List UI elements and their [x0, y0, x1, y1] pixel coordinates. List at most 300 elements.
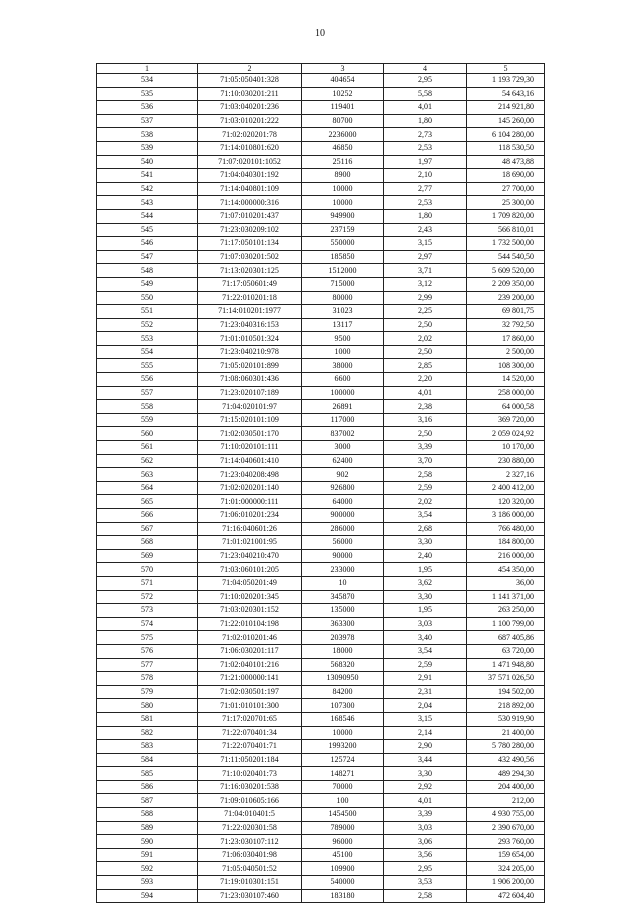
- cadastral-number-cell: 71:09:010605:166: [198, 794, 302, 808]
- area-cell: 837002: [302, 427, 384, 441]
- rate-cell: 2,38: [384, 400, 467, 414]
- area-cell: 6600: [302, 373, 384, 387]
- table-row: [97, 604, 545, 618]
- row-number-cell: 563: [97, 468, 198, 482]
- row-number-cell: 536: [97, 101, 198, 115]
- row-number-cell: 557: [97, 386, 198, 400]
- table-row: [97, 345, 545, 359]
- row-number-cell: 564: [97, 481, 198, 495]
- table-row: [97, 155, 545, 169]
- value-cell: 64 000,58: [467, 400, 545, 414]
- rate-cell: 3,30: [384, 590, 467, 604]
- area-cell: 100: [302, 794, 384, 808]
- rate-cell: 2,53: [384, 196, 467, 210]
- cadastral-number-cell: 71:22:020301:58: [198, 821, 302, 835]
- value-cell: 1 193 729,30: [467, 74, 545, 88]
- table-row: [97, 889, 545, 903]
- cadastral-number-cell: 71:15:020101:109: [198, 413, 302, 427]
- value-cell: 25 300,00: [467, 196, 545, 210]
- area-cell: 10: [302, 576, 384, 590]
- value-cell: 4 930 755,00: [467, 808, 545, 822]
- table-row: [97, 318, 545, 332]
- value-cell: 145 260,00: [467, 114, 545, 128]
- column-header: 2: [198, 64, 302, 74]
- value-cell: 194 502,00: [467, 685, 545, 699]
- table-row: [97, 400, 545, 414]
- cadastral-number-cell: 71:23:030107:460: [198, 889, 302, 903]
- row-number-cell: 548: [97, 264, 198, 278]
- cadastral-number-cell: 71:07:010201:437: [198, 209, 302, 223]
- row-number-cell: 589: [97, 821, 198, 835]
- row-number-cell: 583: [97, 740, 198, 754]
- table-row: [97, 373, 545, 387]
- area-cell: 26891: [302, 400, 384, 414]
- cadastral-number-cell: 71:10:020101:111: [198, 441, 302, 455]
- value-cell: 218 892,00: [467, 699, 545, 713]
- row-number-cell: 539: [97, 141, 198, 155]
- area-cell: 3000: [302, 441, 384, 455]
- row-number-cell: 544: [97, 209, 198, 223]
- cadastral-number-cell: 71:05:050401:328: [198, 74, 302, 88]
- rate-cell: 2,25: [384, 305, 467, 319]
- value-cell: 369 720,00: [467, 413, 545, 427]
- value-cell: 159 654,00: [467, 848, 545, 862]
- row-number-cell: 591: [97, 848, 198, 862]
- cadastral-number-cell: 71:02:040101:216: [198, 658, 302, 672]
- row-number-cell: 577: [97, 658, 198, 672]
- table-row: [97, 359, 545, 373]
- value-cell: 432 490,56: [467, 753, 545, 767]
- cadastral-number-cell: 71:23:040208:498: [198, 468, 302, 482]
- row-number-cell: 561: [97, 441, 198, 455]
- row-number-cell: 571: [97, 576, 198, 590]
- table-row: [97, 876, 545, 890]
- value-cell: 17 860,00: [467, 332, 545, 346]
- table-row: [97, 441, 545, 455]
- area-cell: 185850: [302, 250, 384, 264]
- rate-cell: 2,95: [384, 74, 467, 88]
- area-cell: 56000: [302, 536, 384, 550]
- table-row: [97, 658, 545, 672]
- rate-cell: 2,04: [384, 699, 467, 713]
- area-cell: 9500: [302, 332, 384, 346]
- area-cell: 1454500: [302, 808, 384, 822]
- cadastral-number-cell: 71:04:010401:5: [198, 808, 302, 822]
- cadastral-number-cell: 71:06:010201:234: [198, 509, 302, 523]
- row-number-cell: 581: [97, 712, 198, 726]
- rate-cell: 4,01: [384, 101, 467, 115]
- area-cell: 84200: [302, 685, 384, 699]
- rate-cell: 2,50: [384, 318, 467, 332]
- area-cell: 80700: [302, 114, 384, 128]
- table-row: [97, 223, 545, 237]
- area-cell: 345870: [302, 590, 384, 604]
- row-number-cell: 535: [97, 87, 198, 101]
- value-cell: 118 530,50: [467, 141, 545, 155]
- rate-cell: 3,15: [384, 237, 467, 251]
- cadastral-number-cell: 71:23:040210:978: [198, 345, 302, 359]
- table-row: [97, 87, 545, 101]
- value-cell: 212,00: [467, 794, 545, 808]
- row-number-cell: 580: [97, 699, 198, 713]
- area-cell: 540000: [302, 876, 384, 890]
- area-cell: 64000: [302, 495, 384, 509]
- rate-cell: 2,58: [384, 889, 467, 903]
- value-cell: 37 571 026,50: [467, 672, 545, 686]
- area-cell: 203978: [302, 631, 384, 645]
- table-row: [97, 862, 545, 876]
- row-number-cell: 573: [97, 604, 198, 618]
- row-number-cell: 584: [97, 753, 198, 767]
- area-cell: 38000: [302, 359, 384, 373]
- cadastral-number-cell: 71:03:060101:205: [198, 563, 302, 577]
- rate-cell: 3,54: [384, 644, 467, 658]
- rate-cell: 2,31: [384, 685, 467, 699]
- value-cell: 54 643,16: [467, 87, 545, 101]
- area-cell: 90000: [302, 549, 384, 563]
- row-number-cell: 590: [97, 835, 198, 849]
- area-cell: 404654: [302, 74, 384, 88]
- table-row: [97, 522, 545, 536]
- row-number-cell: 554: [97, 345, 198, 359]
- rate-cell: 2,85: [384, 359, 467, 373]
- value-cell: 14 520,00: [467, 373, 545, 387]
- table-row: [97, 808, 545, 822]
- cadastral-number-cell: 71:06:030201:117: [198, 644, 302, 658]
- area-cell: 949900: [302, 209, 384, 223]
- value-cell: 489 294,30: [467, 767, 545, 781]
- row-number-cell: 546: [97, 237, 198, 251]
- rate-cell: 3,03: [384, 821, 467, 835]
- area-cell: 148271: [302, 767, 384, 781]
- table-row: [97, 332, 545, 346]
- area-cell: 109900: [302, 862, 384, 876]
- area-cell: 46850: [302, 141, 384, 155]
- table-row: [97, 563, 545, 577]
- table-row: [97, 495, 545, 509]
- cadastral-number-cell: 71:14:010201:1977: [198, 305, 302, 319]
- cadastral-number-cell: 71:10:020401:73: [198, 767, 302, 781]
- row-number-cell: 542: [97, 182, 198, 196]
- rate-cell: 2,10: [384, 169, 467, 183]
- area-cell: 286000: [302, 522, 384, 536]
- table-row: [97, 196, 545, 210]
- rate-cell: 1,80: [384, 114, 467, 128]
- table-row: [97, 644, 545, 658]
- row-number-cell: 550: [97, 291, 198, 305]
- row-number-cell: 555: [97, 359, 198, 373]
- cadastral-number-cell: 71:06:030401:98: [198, 848, 302, 862]
- cadastral-number-cell: 71:02:030501:170: [198, 427, 302, 441]
- row-number-cell: 582: [97, 726, 198, 740]
- rate-cell: 1,95: [384, 604, 467, 618]
- rate-cell: 2,59: [384, 658, 467, 672]
- rate-cell: 2,59: [384, 481, 467, 495]
- rate-cell: 3,62: [384, 576, 467, 590]
- cadastral-number-cell: 71:02:030501:197: [198, 685, 302, 699]
- area-cell: 13090950: [302, 672, 384, 686]
- area-cell: 1993200: [302, 740, 384, 754]
- table-row: [97, 821, 545, 835]
- area-cell: 13117: [302, 318, 384, 332]
- rate-cell: 3,40: [384, 631, 467, 645]
- table-row: [97, 780, 545, 794]
- value-cell: 544 540,50: [467, 250, 545, 264]
- cadastral-number-cell: 71:07:020101:1052: [198, 155, 302, 169]
- cadastral-number-cell: 71:05:020101:899: [198, 359, 302, 373]
- row-number-cell: 552: [97, 318, 198, 332]
- cadastral-number-cell: 71:23:020107:189: [198, 386, 302, 400]
- value-cell: 566 810,01: [467, 223, 545, 237]
- value-cell: 204 400,00: [467, 780, 545, 794]
- rate-cell: 1,80: [384, 209, 467, 223]
- cadastral-number-cell: 71:05:040501:52: [198, 862, 302, 876]
- area-cell: 1000: [302, 345, 384, 359]
- row-number-cell: 545: [97, 223, 198, 237]
- cadastral-number-cell: 71:22:010104:198: [198, 617, 302, 631]
- area-cell: 550000: [302, 237, 384, 251]
- value-cell: 6 104 280,00: [467, 128, 545, 142]
- table-row: [97, 536, 545, 550]
- cadastral-number-cell: 71:04:050201:49: [198, 576, 302, 590]
- rate-cell: 2,40: [384, 549, 467, 563]
- value-cell: 21 400,00: [467, 726, 545, 740]
- row-number-cell: 543: [97, 196, 198, 210]
- row-number-cell: 553: [97, 332, 198, 346]
- row-number-cell: 592: [97, 862, 198, 876]
- value-cell: 108 300,00: [467, 359, 545, 373]
- value-cell: 184 800,00: [467, 536, 545, 550]
- area-cell: 25116: [302, 155, 384, 169]
- value-cell: 454 350,00: [467, 563, 545, 577]
- value-cell: 32 792,50: [467, 318, 545, 332]
- rate-cell: 3,30: [384, 536, 467, 550]
- row-number-cell: 567: [97, 522, 198, 536]
- value-cell: 5 609 520,00: [467, 264, 545, 278]
- cadastral-number-cell: 71:13:020301:125: [198, 264, 302, 278]
- rate-cell: 2,73: [384, 128, 467, 142]
- table-row: [97, 74, 545, 88]
- row-number-cell: 534: [97, 74, 198, 88]
- cadastral-number-cell: 71:02:020201:140: [198, 481, 302, 495]
- rate-cell: 2,99: [384, 291, 467, 305]
- rate-cell: 3,16: [384, 413, 467, 427]
- row-number-cell: 587: [97, 794, 198, 808]
- row-number-cell: 576: [97, 644, 198, 658]
- row-number-cell: 569: [97, 549, 198, 563]
- table-row: [97, 685, 545, 699]
- table-row: [97, 848, 545, 862]
- value-cell: 5 780 280,00: [467, 740, 545, 754]
- area-cell: 117000: [302, 413, 384, 427]
- table-row: [97, 128, 545, 142]
- cadastral-number-cell: 71:03:010201:222: [198, 114, 302, 128]
- value-cell: 216 000,00: [467, 549, 545, 563]
- area-cell: 119401: [302, 101, 384, 115]
- cadastral-number-cell: 71:01:010101:300: [198, 699, 302, 713]
- row-number-cell: 547: [97, 250, 198, 264]
- value-cell: 324 205,00: [467, 862, 545, 876]
- value-cell: 263 250,00: [467, 604, 545, 618]
- rate-cell: 2,97: [384, 250, 467, 264]
- rate-cell: 2,50: [384, 427, 467, 441]
- value-cell: 472 604,40: [467, 889, 545, 903]
- area-cell: 96000: [302, 835, 384, 849]
- table-row: [97, 386, 545, 400]
- cadastral-number-cell: 71:08:060301:436: [198, 373, 302, 387]
- area-cell: 900000: [302, 509, 384, 523]
- row-number-cell: 586: [97, 780, 198, 794]
- table-row: [97, 794, 545, 808]
- table-row: [97, 468, 545, 482]
- cadastral-number-cell: 71:23:040210:470: [198, 549, 302, 563]
- area-cell: 183180: [302, 889, 384, 903]
- table-row: [97, 631, 545, 645]
- area-cell: 902: [302, 468, 384, 482]
- row-number-cell: 537: [97, 114, 198, 128]
- cadastral-number-cell: 71:01:021001:95: [198, 536, 302, 550]
- value-cell: 2 500,00: [467, 345, 545, 359]
- cadastral-number-cell: 71:17:020701:65: [198, 712, 302, 726]
- row-number-cell: 578: [97, 672, 198, 686]
- table-row: [97, 509, 545, 523]
- row-number-cell: 538: [97, 128, 198, 142]
- area-cell: 168546: [302, 712, 384, 726]
- area-cell: 926800: [302, 481, 384, 495]
- row-number-cell: 551: [97, 305, 198, 319]
- row-number-cell: 585: [97, 767, 198, 781]
- cadastral-number-cell: 71:03:040201:236: [198, 101, 302, 115]
- cadastral-number-cell: 71:14:000000:316: [198, 196, 302, 210]
- value-cell: 1 906 200,00: [467, 876, 545, 890]
- table-row: [97, 250, 545, 264]
- area-cell: 10000: [302, 182, 384, 196]
- rate-cell: 4,01: [384, 386, 467, 400]
- cadastral-number-cell: 71:19:010301:151: [198, 876, 302, 890]
- table-row: [97, 291, 545, 305]
- table-row: [97, 767, 545, 781]
- row-number-cell: 565: [97, 495, 198, 509]
- area-cell: 62400: [302, 454, 384, 468]
- rate-cell: 2,95: [384, 862, 467, 876]
- row-number-cell: 540: [97, 155, 198, 169]
- rate-cell: 2,02: [384, 495, 467, 509]
- rate-cell: 3,54: [384, 509, 467, 523]
- cadastral-number-cell: 71:14:040601:410: [198, 454, 302, 468]
- row-number-cell: 560: [97, 427, 198, 441]
- table-row: [97, 617, 545, 631]
- cadastral-number-cell: 71:17:050601:49: [198, 277, 302, 291]
- rate-cell: 2,02: [384, 332, 467, 346]
- table-row: [97, 169, 545, 183]
- value-cell: 69 801,75: [467, 305, 545, 319]
- value-cell: 2 209 350,00: [467, 277, 545, 291]
- value-cell: 2 327,16: [467, 468, 545, 482]
- column-header: 4: [384, 64, 467, 74]
- row-number-cell: 568: [97, 536, 198, 550]
- cadastral-number-cell: 71:23:030209:102: [198, 223, 302, 237]
- rate-cell: 2,90: [384, 740, 467, 754]
- area-cell: 715000: [302, 277, 384, 291]
- area-cell: 18000: [302, 644, 384, 658]
- table-row: [97, 114, 545, 128]
- cadastral-number-cell: 71:10:020201:345: [198, 590, 302, 604]
- table-row: [97, 672, 545, 686]
- area-cell: 31023: [302, 305, 384, 319]
- area-cell: 125724: [302, 753, 384, 767]
- table-row: [97, 413, 545, 427]
- rate-cell: 2,77: [384, 182, 467, 196]
- table-row: [97, 182, 545, 196]
- value-cell: 1 732 500,00: [467, 237, 545, 251]
- row-number-cell: 562: [97, 454, 198, 468]
- row-number-cell: 549: [97, 277, 198, 291]
- value-cell: 2 059 024,92: [467, 427, 545, 441]
- table-row: [97, 427, 545, 441]
- rate-cell: 3,06: [384, 835, 467, 849]
- cadastral-number-cell: 71:04:020101:97: [198, 400, 302, 414]
- value-cell: 2 390 670,00: [467, 821, 545, 835]
- area-cell: 1512000: [302, 264, 384, 278]
- cadastral-number-cell: 71:01:000000:111: [198, 495, 302, 509]
- area-cell: 237159: [302, 223, 384, 237]
- page-number: 10: [315, 28, 325, 39]
- rate-cell: 3,39: [384, 808, 467, 822]
- cadastral-number-cell: 71:02:020201:78: [198, 128, 302, 142]
- table-body: [97, 74, 545, 903]
- value-cell: 36,00: [467, 576, 545, 590]
- cadastral-number-cell: 71:14:010801:620: [198, 141, 302, 155]
- row-number-cell: 593: [97, 876, 198, 890]
- value-cell: 687 405,86: [467, 631, 545, 645]
- rate-cell: 2,68: [384, 522, 467, 536]
- table-row: [97, 305, 545, 319]
- table-row: [97, 237, 545, 251]
- area-cell: 568320: [302, 658, 384, 672]
- area-cell: 10252: [302, 87, 384, 101]
- row-number-cell: 574: [97, 617, 198, 631]
- cadastral-number-cell: 71:02:010201:46: [198, 631, 302, 645]
- data-table: [96, 63, 545, 903]
- value-cell: 1 141 371,00: [467, 590, 545, 604]
- value-cell: 230 880,00: [467, 454, 545, 468]
- area-cell: 10000: [302, 726, 384, 740]
- table-row: [97, 481, 545, 495]
- table-row: [97, 141, 545, 155]
- rate-cell: 2,14: [384, 726, 467, 740]
- rate-cell: 5,58: [384, 87, 467, 101]
- table-row: [97, 576, 545, 590]
- rate-cell: 2,50: [384, 345, 467, 359]
- rate-cell: 2,20: [384, 373, 467, 387]
- value-cell: 2 400 412,00: [467, 481, 545, 495]
- cadastral-number-cell: 71:23:040316:153: [198, 318, 302, 332]
- rate-cell: 3,12: [384, 277, 467, 291]
- cadastral-number-cell: 71:07:030201:502: [198, 250, 302, 264]
- cadastral-number-cell: 71:22:010201:18: [198, 291, 302, 305]
- value-cell: 258 000,00: [467, 386, 545, 400]
- column-header: 5: [467, 64, 545, 74]
- rate-cell: 1,97: [384, 155, 467, 169]
- value-cell: 1 471 948,80: [467, 658, 545, 672]
- cadastral-number-cell: 71:10:030201:211: [198, 87, 302, 101]
- row-number-cell: 570: [97, 563, 198, 577]
- cadastral-number-cell: 71:21:000000:141: [198, 672, 302, 686]
- cadastral-number-cell: 71:03:020301:152: [198, 604, 302, 618]
- area-cell: 135000: [302, 604, 384, 618]
- value-cell: 3 186 000,00: [467, 509, 545, 523]
- table-row: [97, 264, 545, 278]
